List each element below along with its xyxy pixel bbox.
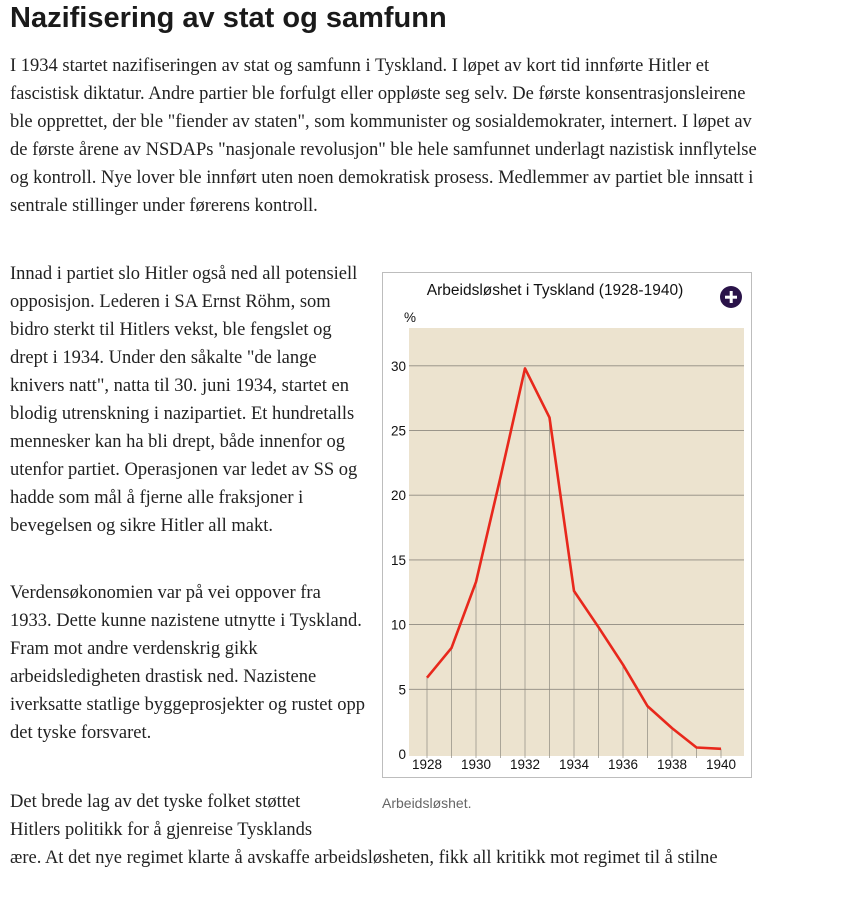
- data-point: [425, 676, 429, 680]
- data-point: [523, 366, 527, 370]
- chart-title: Arbeidsløshet i Tyskland (1928-1940): [426, 282, 684, 299]
- figure-caption: Arbeidsløshet.: [382, 795, 472, 811]
- data-point: [646, 704, 650, 708]
- y-tick-label: 0: [398, 747, 406, 762]
- data-point: [474, 580, 478, 584]
- paragraph-economy: Verdensøkonomien var på vei oppover fra 1933. Dette kunne nazistene utnytte i Tyskland. Fram mot andre verdenskrig gikk arbeidsledigheten drastisk ned. Nazistene iverksatte statlige byggeprosjekter og rustet opp det tyske forsvaret.: [10, 583, 366, 743]
- data-point: [572, 589, 576, 593]
- x-tick-label: 1940: [705, 757, 737, 772]
- paragraph-nazification: I 1934 startet nazifiseringen av stat og samfunn i Tyskland. I løpet av kort tid innførte Hitler et fascistisk diktatur. Andre partier ble forfulgt eller oppløste seg selv. De første konsentrasjonsleirene ble opprettet, der ble "fiender av staten", som kommunister og sosialdemokrater, internert. I løpet av de første årene av NSDAPs "nasjonale revolusjon" ble hele samfunnet underlagt nazistisk innflytelse og kontroll. Nye lover ble innført uten noen demokratisk prosess. Medlemmer av partiet ble innsatt i sentrale stillinger under førerens kontroll.: [10, 56, 757, 216]
- y-tick-label: 5: [398, 682, 406, 698]
- data-point: [548, 416, 552, 420]
- paragraph-support-start: Det brede lag av det tyske folket støttet Hitlers politikk for å gjenreise Tysklands: [10, 792, 313, 840]
- y-tick-label: 30: [390, 358, 406, 374]
- x-tick-label: 1938: [656, 757, 688, 772]
- unemployment-chart: [383, 273, 751, 777]
- data-point: [499, 475, 503, 479]
- paragraph-party-purge: Innad i partiet slo Hitler også ned all potensiell opposisjon. Lederen i SA Ernst Röhm, som bidro sterkt til Hitlers vekst, ble fengslet og drept i 1934. Under den såkalte "de lange knivers natt", natta til 30. juni 1934, startet en blodig utrenskning i nazipartiet. Et hundretalls mennesker kan ha bli drept, både innenfor og utenfor partiet. Operasjonen var ledet av SS og hadde som mål å fjerne alle fraksjoner i bevegelsen og sikre Hitler all makt.: [10, 264, 358, 536]
- data-point: [621, 663, 625, 667]
- x-tick-label: 1934: [558, 757, 590, 772]
- x-tick-label: 1932: [509, 757, 541, 772]
- y-tick-label: 15: [390, 552, 406, 568]
- y-tick-label: 10: [390, 617, 406, 633]
- x-tick-label: 1930: [460, 757, 492, 772]
- y-tick-label: 25: [390, 423, 406, 439]
- x-tick-label: 1936: [607, 757, 639, 772]
- data-point: [597, 625, 601, 629]
- page-title: Nazifisering av stat og samfunn: [10, 2, 447, 34]
- data-point: [450, 646, 454, 650]
- plus-circle-icon[interactable]: [720, 286, 742, 308]
- plot-area: [409, 328, 744, 756]
- paragraph-support-end: ære. At det nye regimet klarte å avskaffe arbeidsløsheten, fikk all kritikk mot regimet til å stilne: [10, 848, 718, 868]
- unemployment-figure: [382, 272, 752, 778]
- x-tick-label: 1928: [411, 757, 443, 772]
- data-point: [719, 747, 723, 751]
- data-point: [670, 726, 674, 730]
- y-axis-label: %: [404, 310, 417, 325]
- data-point: [695, 746, 699, 750]
- y-tick-label: 20: [390, 488, 406, 504]
